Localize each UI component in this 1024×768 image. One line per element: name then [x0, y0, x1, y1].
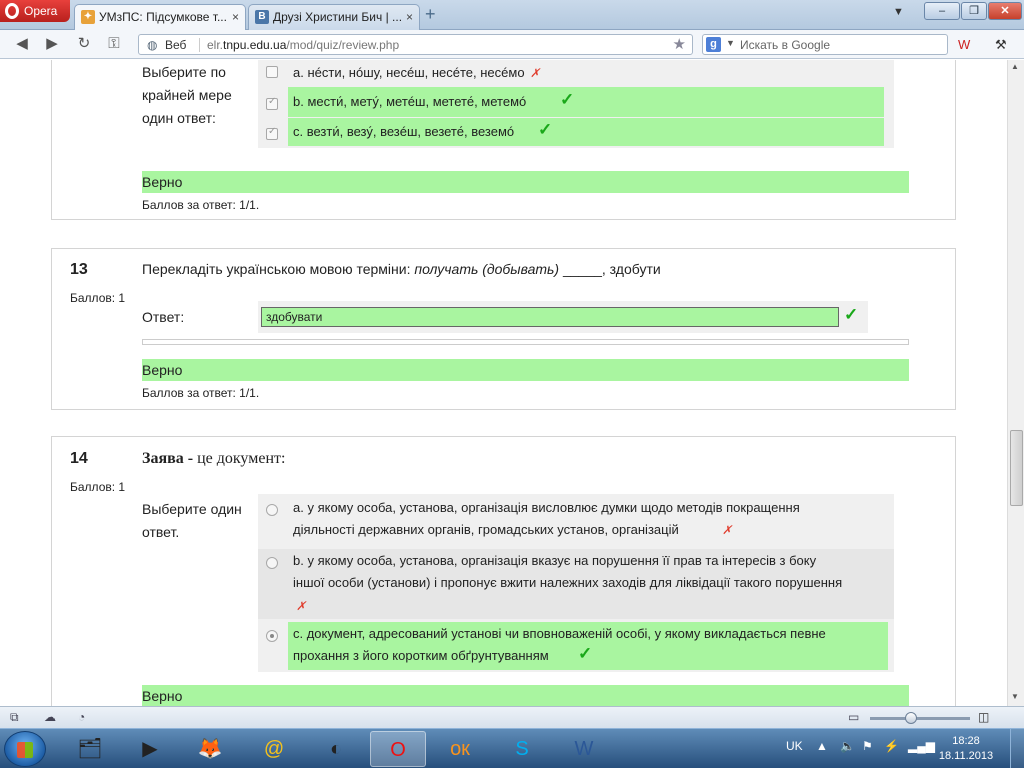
- answer-prompt: Выберите по крайней мере один ответ:: [142, 64, 232, 126]
- question-text: [142, 450, 285, 468]
- zoom-slider-track[interactable]: [870, 717, 970, 720]
- zoom-slider-knob[interactable]: [905, 712, 917, 724]
- opera-logo-icon: [5, 3, 19, 19]
- answer-label: Ответ:: [142, 309, 185, 325]
- scrollbar-thumb[interactable]: [1010, 430, 1023, 506]
- forward-arrow-icon[interactable]: ▶: [46, 35, 58, 52]
- address-web-badge: Веб: [165, 38, 187, 52]
- question-text-start: Перекладіть українською мовою терміни:: [142, 261, 415, 277]
- question-text-end: _____, здобути: [559, 261, 661, 277]
- skype-taskbar-icon[interactable]: S: [515, 738, 529, 760]
- radio-a[interactable]: [266, 504, 278, 516]
- maximize-button[interactable]: ❐: [961, 2, 987, 20]
- option-b[interactable]: [258, 549, 894, 619]
- network-signal-icon[interactable]: ▂▄▆: [908, 739, 935, 753]
- flag-icon[interactable]: ⚑: [862, 739, 873, 753]
- game-taskbar-icon[interactable]: ◐: [329, 738, 343, 760]
- tab-label: УМзПС: Підсумкове т...: [99, 10, 227, 24]
- search-placeholder: Искать в Google: [740, 38, 831, 52]
- incorrect-mark-icon: ✗: [530, 66, 541, 80]
- browser-tab-bar: [0, 0, 1024, 30]
- option-c[interactable]: [288, 118, 884, 146]
- answer-options: [258, 60, 894, 148]
- option-b-text: b. мести́, мету́, метéш, метете́, метемó: [293, 94, 527, 109]
- question-12-card: [51, 60, 956, 220]
- clock-time: 18:28: [952, 735, 980, 747]
- tab-label: Друзі Христини Бич | ...: [273, 10, 403, 24]
- opera-menu-label: Opera: [24, 4, 58, 18]
- google-icon[interactable]: g: [706, 37, 721, 52]
- checkbox-a[interactable]: [266, 66, 278, 78]
- tools-wrench-icon[interactable]: ⚒: [995, 37, 1007, 52]
- option-a-line2: діяльності державних органів, громадських установ, організацій: [293, 522, 679, 537]
- feedback-correct: Верно: [142, 171, 909, 193]
- odnoklassniki-taskbar-icon[interactable]: ок: [450, 738, 470, 760]
- option-b[interactable]: [288, 87, 884, 117]
- close-window-button[interactable]: ✕: [988, 2, 1022, 20]
- volume-icon[interactable]: 🔈: [840, 739, 855, 753]
- option-b-line2: іншої особи (установи) і пропонує вжити належних заходів для ліквідації такого порушення: [293, 575, 843, 590]
- url-domain: tnpu.edu.ua: [223, 38, 287, 52]
- new-tab-icon[interactable]: +: [425, 4, 436, 24]
- answer-options: [258, 494, 894, 672]
- cloud-icon[interactable]: ☁: [44, 710, 56, 724]
- key-icon[interactable]: ⚿: [108, 35, 120, 52]
- question-number: 13: [70, 261, 88, 278]
- feedback-correct: Верно: [142, 685, 909, 706]
- option-a[interactable]: [258, 496, 894, 544]
- checkbox-b[interactable]: [266, 98, 278, 110]
- correct-check-icon: ✓: [844, 305, 859, 324]
- language-indicator[interactable]: UK: [786, 739, 803, 753]
- option-b-line1: b. у якому особа, установа, організація вказує на порушення її прав та інтересів з боку: [293, 553, 817, 568]
- browser-toolbar: [0, 30, 1024, 59]
- option-a[interactable]: [258, 61, 858, 85]
- reload-icon[interactable]: ↻: [77, 35, 91, 52]
- power-icon[interactable]: ⚡: [884, 739, 899, 753]
- back-arrow-icon[interactable]: ◀: [16, 35, 28, 52]
- answer-input[interactable]: здобувати: [261, 307, 839, 327]
- question-text-italic: получать (добывать): [414, 261, 560, 277]
- question-text-bold: Заява -: [142, 450, 194, 467]
- address-separator: [199, 38, 200, 52]
- media-player-taskbar-icon[interactable]: ▶: [142, 738, 158, 760]
- clock-date: 18.11.2013: [938, 750, 994, 762]
- feedback-correct: Верно: [142, 359, 909, 381]
- vk-favicon-icon: B: [255, 10, 269, 24]
- browser-status-bar: [0, 706, 1024, 728]
- url-prefix: elr.: [207, 38, 224, 52]
- question-score: Баллов: 1: [70, 480, 126, 494]
- checkbox-c[interactable]: [266, 128, 278, 140]
- moodle-favicon-icon: ✦: [81, 10, 95, 24]
- scroll-up-arrow-icon[interactable]: ▲: [1011, 62, 1019, 71]
- option-c-text: c. везти́, везу́, везéш, везете́, веземó: [293, 124, 515, 139]
- bookmark-star-icon[interactable]: ★: [672, 36, 686, 53]
- answer-prompt: Выберите один ответ.: [142, 501, 242, 540]
- question-number: 14: [70, 450, 88, 467]
- opera-taskbar-icon[interactable]: O: [370, 731, 426, 767]
- question-14-card: [51, 436, 956, 706]
- question-text-rest: це документ:: [193, 450, 286, 467]
- show-desktop-button[interactable]: [1010, 729, 1024, 768]
- windows-taskbar: [0, 728, 1024, 768]
- vertical-scrollbar[interactable]: [1007, 60, 1024, 706]
- radio-c[interactable]: [266, 630, 278, 642]
- opera-menu-button[interactable]: [0, 0, 70, 22]
- option-a-text: a. нéсти, нóшу, несéш, несéте, несéмо: [293, 65, 525, 80]
- zoom-level-icon[interactable]: ◫: [978, 710, 990, 724]
- tab-list-arrow-icon[interactable]: ▼: [893, 6, 904, 18]
- option-c[interactable]: [288, 622, 888, 670]
- mail-agent-taskbar-icon[interactable]: @: [263, 738, 285, 760]
- url-path: /mod/quiz/review.php: [286, 38, 400, 52]
- option-a-line1: a. у якому особа, установа, організація висловлює думки щодо методів покращення: [293, 500, 800, 515]
- firefox-taskbar-icon[interactable]: 🦊: [197, 738, 223, 760]
- file-explorer-taskbar-icon[interactable]: 🗂: [77, 738, 103, 760]
- search-bar[interactable]: [702, 34, 948, 55]
- tab-vk-friends[interactable]: [248, 4, 420, 30]
- incorrect-mark-icon: ✗: [722, 523, 733, 537]
- correct-check-icon: ✓: [578, 644, 593, 663]
- question-score: Баллов: 1: [70, 291, 126, 305]
- incorrect-mark-icon: ✗: [296, 599, 307, 613]
- question-13-card: [51, 248, 956, 410]
- view-icon[interactable]: ▭: [848, 710, 860, 724]
- wikipedia-extension-icon[interactable]: W: [958, 37, 971, 52]
- option-c-line2: прохання з його коротким обґрунтуванням: [293, 648, 549, 663]
- scroll-down-arrow-icon[interactable]: ▼: [1011, 692, 1019, 701]
- word-taskbar-icon[interactable]: W: [574, 738, 594, 760]
- tab-close-icon[interactable]: ×: [231, 10, 239, 24]
- tray-expand-icon[interactable]: ▲: [816, 739, 828, 753]
- minimize-button[interactable]: –: [924, 2, 960, 20]
- panel-toggle-icon[interactable]: ⧉: [10, 710, 19, 724]
- answer-block: [258, 301, 868, 333]
- speed-dial-icon[interactable]: ◔: [78, 710, 86, 724]
- page-viewport: [0, 60, 1007, 706]
- search-engine-dropdown-icon[interactable]: ▼: [726, 38, 735, 48]
- correct-check-icon: ✓: [560, 90, 575, 109]
- start-button[interactable]: [4, 731, 46, 767]
- radio-b[interactable]: [266, 557, 278, 569]
- correct-check-icon: ✓: [538, 120, 553, 139]
- option-c-line1: c. документ, адресований установі чи вповноваженій особі, у якому викладається певне: [293, 626, 826, 641]
- address-url[interactable]: [207, 38, 399, 52]
- address-bar[interactable]: [138, 34, 693, 55]
- divider-bar: [142, 339, 909, 345]
- globe-icon: ◍: [147, 38, 158, 52]
- question-text: [142, 261, 661, 277]
- tab-quiz-review[interactable]: [74, 4, 246, 30]
- question-mark-text: Баллов за ответ: 1/1.: [142, 386, 260, 400]
- system-clock[interactable]: [938, 734, 994, 764]
- question-mark-text: Баллов за ответ: 1/1.: [142, 198, 260, 212]
- tab-close-icon[interactable]: ×: [405, 10, 413, 24]
